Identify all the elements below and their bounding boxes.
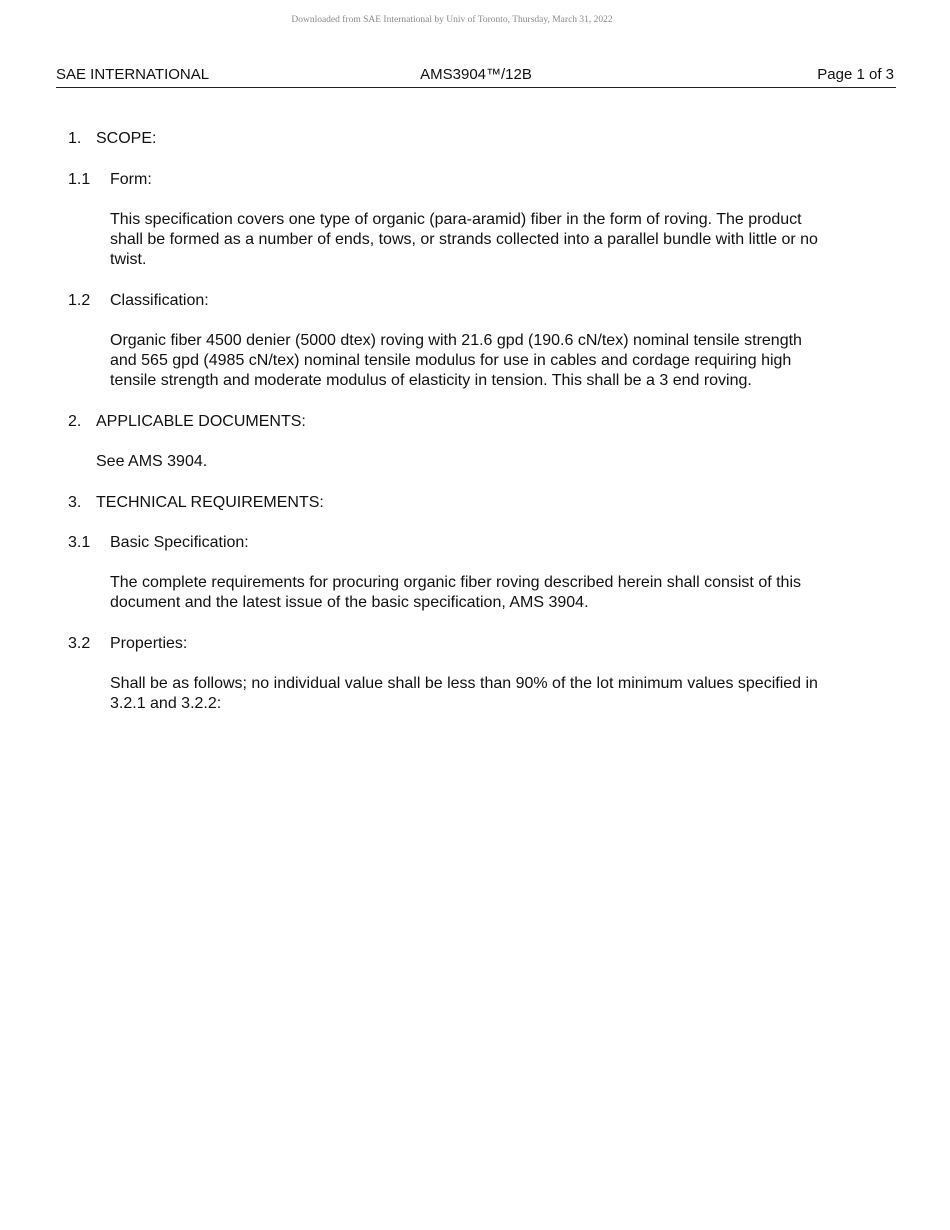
paragraph-line: and 565 gpd (4985 cN/tex) nominal tensile modulus for use in cables and cordage requiring high bbox=[110, 352, 792, 370]
header-organization: SAE INTERNATIONAL bbox=[56, 66, 210, 83]
section-number: 1.1 bbox=[68, 171, 91, 188]
download-watermark: Downloaded from SAE International by Univ of Toronto, Thursday, March 31, 2022 bbox=[291, 15, 613, 25]
section-title: Form: bbox=[110, 171, 152, 188]
section-number: 1. bbox=[68, 130, 82, 147]
section-title: Classification: bbox=[110, 292, 209, 309]
paragraph-line: 3.2.1 and 3.2.2: bbox=[110, 695, 222, 713]
section-number: 3.1 bbox=[68, 534, 91, 551]
paragraph-line: Shall be as follows; no individual value shall be less than 90% of the lot minimum values specified in bbox=[110, 675, 818, 692]
section-1-1-paragraph bbox=[110, 210, 870, 271]
paragraph-line: tensile strength and moderate modulus of elasticity in tension. This shall be a 3 end roving. bbox=[110, 372, 752, 390]
section-2-paragraph: See AMS 3904. bbox=[96, 453, 208, 470]
paragraph-line: document and the latest issue of the basic specification, AMS 3904. bbox=[110, 594, 589, 612]
section-title: APPLICABLE DOCUMENTS: bbox=[96, 413, 306, 430]
section-number: 3. bbox=[68, 494, 82, 511]
section-title: SCOPE: bbox=[96, 130, 157, 147]
paragraph-line: Organic fiber 4500 denier (5000 dtex) roving with 21.6 gpd (190.6 cN/tex) nominal tensile strength bbox=[110, 332, 802, 349]
paragraph-line: The complete requirements for procuring organic fiber roving described herein shall consist of this bbox=[110, 574, 802, 591]
section-title: Properties: bbox=[110, 635, 188, 652]
paragraph-line: This specification covers one type of organic (para-aramid) fiber in the form of roving. The product bbox=[110, 211, 802, 228]
paragraph-line: twist. bbox=[110, 251, 147, 269]
header-page-number: Page 1 of 3 bbox=[817, 66, 894, 83]
section-title: TECHNICAL REQUIREMENTS: bbox=[96, 494, 324, 511]
section-1-2-paragraph bbox=[110, 331, 870, 392]
section-3-2-paragraph bbox=[110, 674, 870, 714]
section-title: Basic Specification: bbox=[110, 534, 249, 551]
section-3-1-paragraph bbox=[110, 573, 870, 613]
header-document-id: AMS3904™/12B bbox=[420, 66, 532, 83]
section-number: 3.2 bbox=[68, 635, 91, 652]
section-number: 2. bbox=[68, 413, 82, 430]
page-header bbox=[56, 66, 896, 88]
paragraph-line: shall be formed as a number of ends, tows, or strands collected into a parallel bundle with little or no bbox=[110, 231, 818, 249]
section-number: 1.2 bbox=[68, 292, 91, 309]
